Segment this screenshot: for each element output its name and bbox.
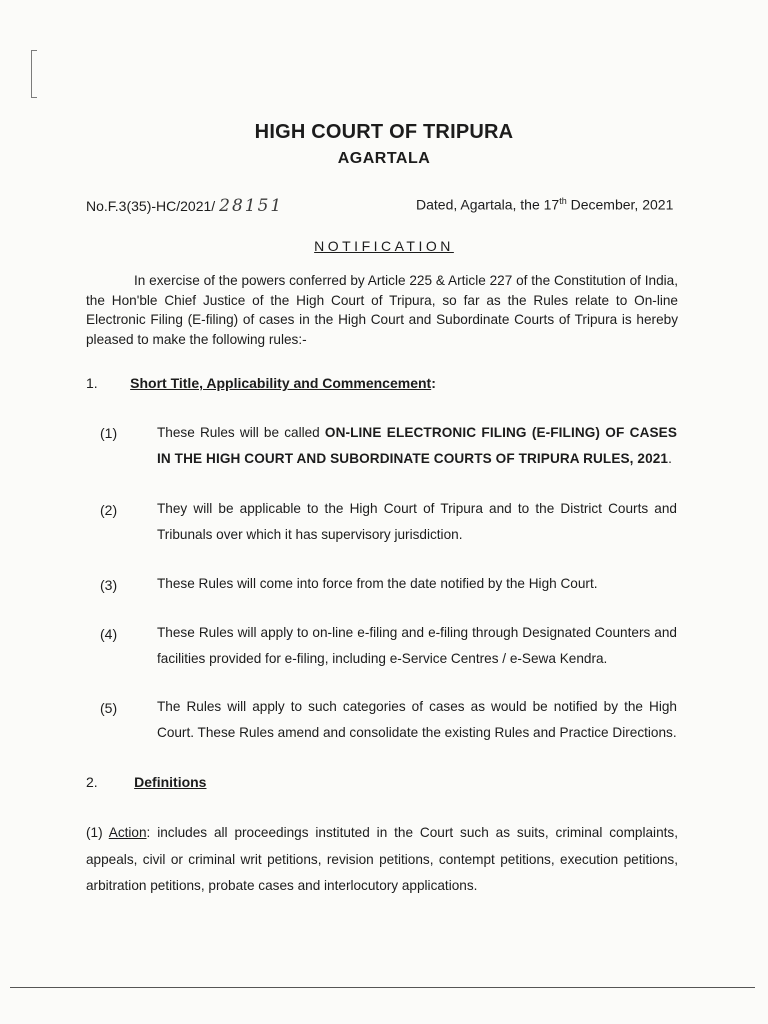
section-1-title-colon: : bbox=[431, 375, 436, 391]
reference-number bbox=[86, 196, 283, 216]
definition-action-text: : includes all proceedings instituted in the Court such as suits, criminal complaints, appeals, civil or criminal writ petitions, revision petitions, contempt petitions, execution petitions, arbitration petitions, probate cases and interlocutory applications. bbox=[86, 825, 678, 893]
scan-mark-bracket-bottom bbox=[31, 97, 37, 98]
definition-action-prefix: (1) bbox=[86, 825, 109, 840]
date-prefix: Dated, Agartala, the 17 bbox=[416, 196, 560, 213]
reference-number-handwritten: 28151 bbox=[219, 196, 284, 216]
reference-number-printed: No.F.3(35)-HC/2021/ bbox=[86, 198, 216, 214]
rule-1-1-text-start: These Rules will be called bbox=[157, 425, 325, 440]
definition-action bbox=[86, 820, 678, 900]
section-2-heading bbox=[86, 774, 206, 792]
section-2-number: 2. bbox=[86, 774, 98, 790]
rule-1-1-number: (1) bbox=[100, 425, 118, 441]
rule-1-1-rules-name: ON-LINE ELECTRONIC FILING (E-FILING) OF CASES IN THE HIGH COURT AND SUBORDINATE COURTS OF TRIPURA RULES, 2021 bbox=[157, 425, 677, 466]
scan-mark-bracket bbox=[31, 50, 32, 98]
notification-heading: NOTIFICATION bbox=[314, 238, 454, 254]
document-title: HIGH COURT OF TRIPURA bbox=[254, 121, 514, 143]
section-1-heading bbox=[86, 375, 436, 393]
rule-1-5-number: (5) bbox=[100, 700, 118, 716]
rule-1-3-text: These Rules will come into force from the date notified by the High Court. bbox=[157, 576, 598, 591]
rule-1-5-text: The Rules will apply to such categories of cases as would be notified by the High Court. These Rules amend and consolidate the existing Rules and Practice Directions. bbox=[157, 699, 677, 740]
section-1-number: 1. bbox=[86, 375, 98, 391]
section-2-title: Definitions bbox=[134, 774, 207, 790]
rule-1-1-text-end: . bbox=[668, 451, 672, 466]
rule-1-2-text: They will be applicable to the High Court of Tripura and to the District Courts and Tribunals over which it has supervisory jurisdiction. bbox=[157, 501, 677, 542]
definition-action-label: Action bbox=[108, 825, 147, 840]
rule-1-3-number: (3) bbox=[100, 577, 118, 593]
date-ordinal: th bbox=[559, 196, 567, 206]
rule-1-1-text bbox=[157, 420, 677, 472]
rule-1-4-text: These Rules will apply to on-line e-filing and e-filing through Designated Counters and facilities provided for e-filing, including e-Service Centres / e-Sewa Kendra. bbox=[157, 625, 677, 666]
section-1-title: Short Title, Applicability and Commencement bbox=[130, 375, 432, 391]
date-line bbox=[416, 196, 673, 213]
document-subtitle: AGARTALA bbox=[337, 150, 431, 167]
rule-1-2-number: (2) bbox=[100, 502, 118, 518]
intro-paragraph: In exercise of the powers conferred by Article 225 & Article 227 of the Constitution of India, the Hon'ble Chief Justice of the High Court of Tripura, so far as the Rules relate to On-line Electronic Filing (E-filing) of cases in the High Court and Subordinate Courts of Tripura is hereby pleased to make the following rules:- bbox=[86, 273, 678, 347]
rule-1-4-number: (4) bbox=[100, 626, 118, 642]
date-suffix: December, 2021 bbox=[566, 196, 674, 213]
bottom-rule bbox=[10, 987, 755, 988]
scan-mark-bracket-top bbox=[31, 50, 37, 51]
